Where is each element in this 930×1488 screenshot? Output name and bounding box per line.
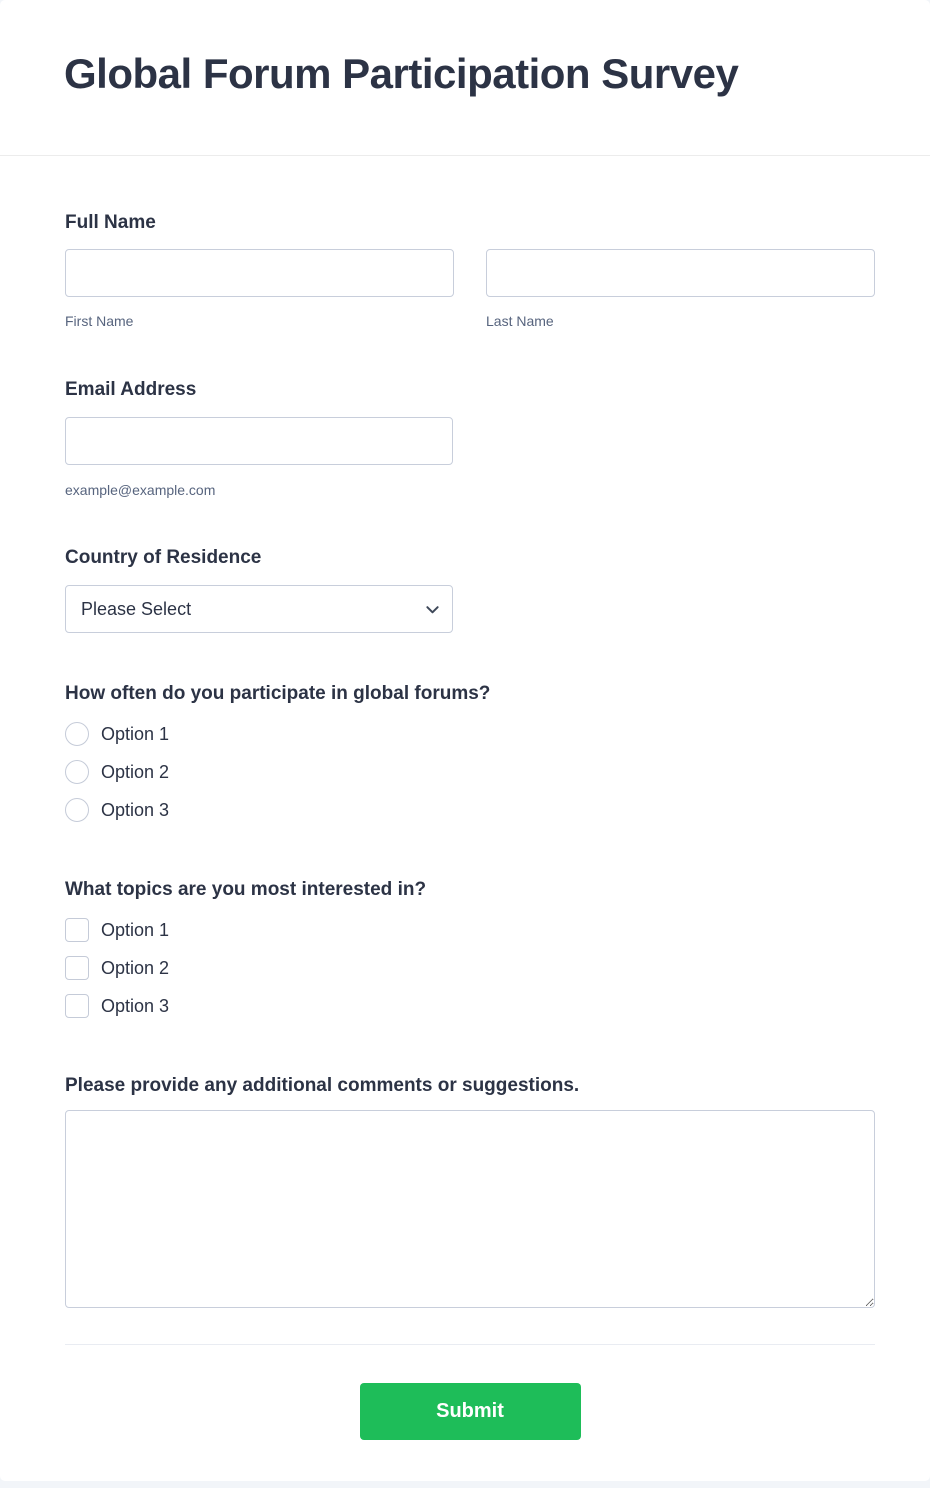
topics-checkbox-2[interactable] [65,956,89,980]
email-field[interactable] [65,417,453,465]
form-header [0,0,930,156]
topics-checkbox-3[interactable] [65,994,89,1018]
form-body [0,211,930,1440]
topics-option-row [65,994,875,1018]
frequency-option-1-label: Option 1 [101,723,170,744]
country-select-wrap [65,585,453,633]
email-label: Email Address [65,379,197,400]
comments-section [65,1074,875,1308]
page-title: Global Forum Participation Survey [64,50,739,97]
full-name-section [65,211,875,330]
topics-option-3-label: Option 3 [101,995,170,1016]
country-section [65,546,875,633]
topics-option-2-label: Option 2 [101,957,170,978]
frequency-options [65,722,875,822]
frequency-option-row [65,798,875,822]
last-name-sublabel: Last Name [486,313,554,329]
last-name-column [486,249,875,330]
frequency-option-2-label: Option 2 [101,761,170,782]
frequency-option-row [65,760,875,784]
email-sublabel: example@example.com [65,482,216,498]
submit-button[interactable]: Submit [360,1383,581,1440]
topics-question-label: What topics are you most interested in? [65,879,427,900]
topics-section [65,878,875,1018]
full-name-label: Full Name [65,212,156,233]
first-name-field[interactable] [65,249,454,297]
topics-option-row [65,956,875,980]
country-select[interactable] [65,585,453,633]
comments-textarea[interactable] [65,1110,875,1308]
frequency-option-row [65,722,875,746]
topics-checkbox-1[interactable] [65,918,89,942]
name-row [65,249,875,330]
frequency-radio-3[interactable] [65,798,89,822]
topics-options [65,918,875,1018]
first-name-column [65,249,454,330]
last-name-field[interactable] [486,249,875,297]
frequency-option-3-label: Option 3 [101,799,170,820]
topics-option-1-label: Option 1 [101,919,170,940]
frequency-question-label: How often do you participate in global forums? [65,683,491,704]
form-footer [65,1344,875,1440]
country-label: Country of Residence [65,547,262,568]
frequency-section [65,682,875,822]
comments-label: Please provide any additional comments or suggestions. [65,1075,580,1096]
frequency-radio-2[interactable] [65,760,89,784]
frequency-radio-1[interactable] [65,722,89,746]
topics-option-row [65,918,875,942]
first-name-sublabel: First Name [65,313,134,329]
email-section [65,378,875,499]
